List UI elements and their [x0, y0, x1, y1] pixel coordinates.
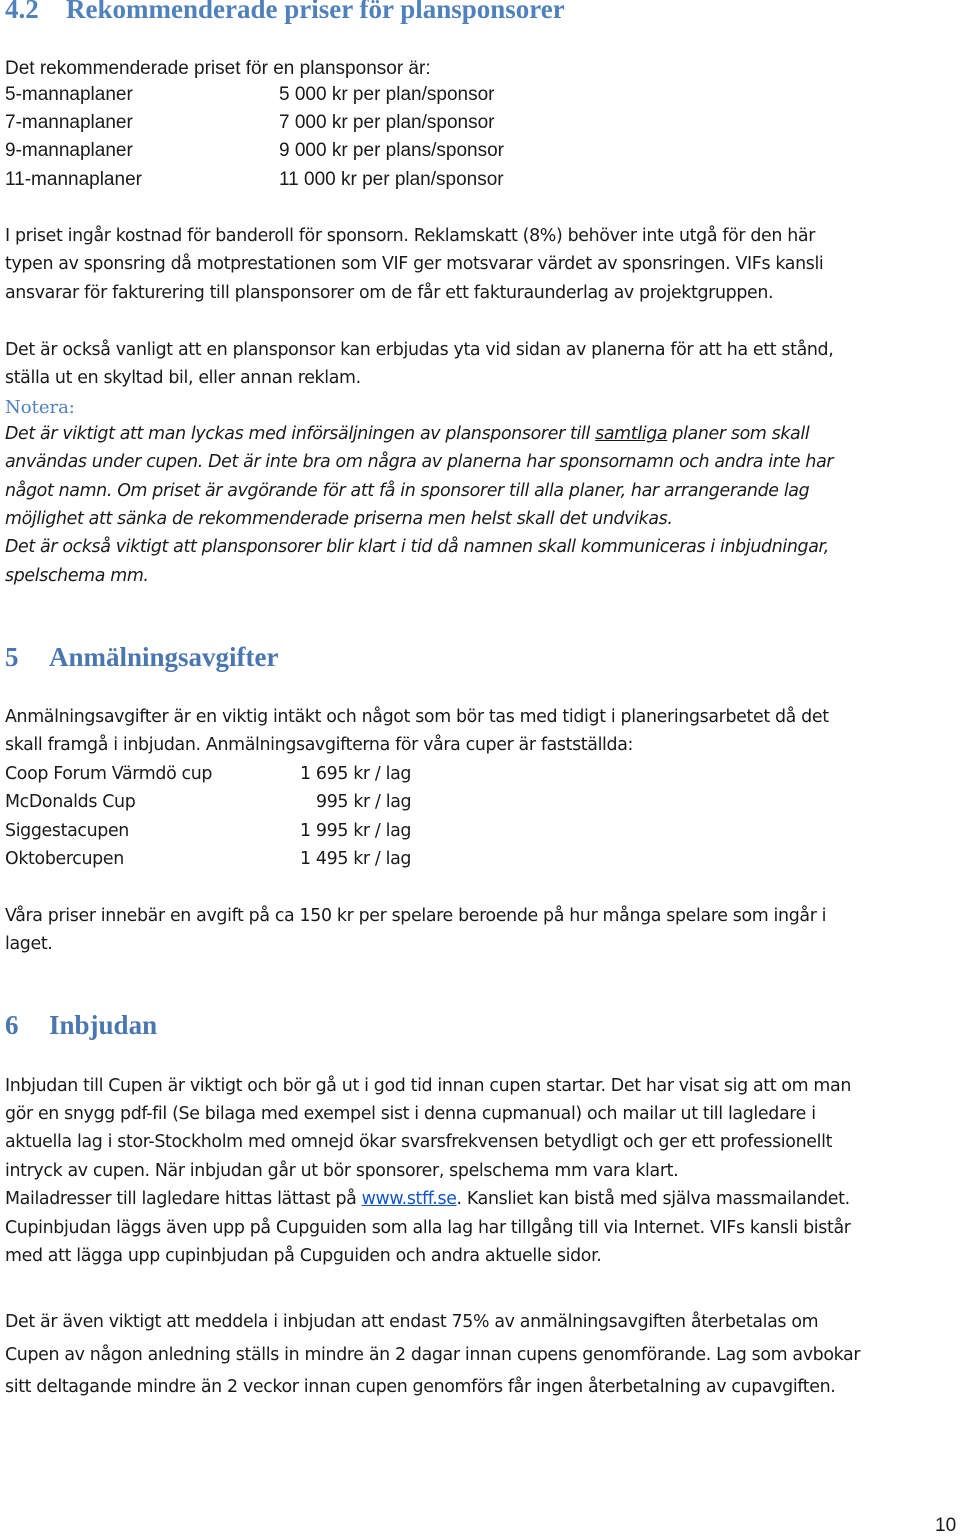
fee-label: Oktobercupen [5, 849, 124, 869]
fee-label: Coop Forum Värmdö cup [5, 764, 213, 784]
stff-link[interactable]: www.stff.se [361, 1189, 457, 1209]
notera-label: Notera: [5, 397, 75, 418]
paragraph-line: Anmälningsavgifter är en viktig intäkt och något som bör tas med tidigt i planeringsarbetet då det [5, 707, 829, 727]
section-6-heading [5, 1010, 157, 1041]
paragraph-line: intryck av cupen. När inbjudan går ut bör sponsorer, spelschema mm vara klart. [5, 1161, 679, 1181]
fee-value: 1 695 kr / lag [300, 764, 412, 784]
paragraph-line: Våra priser innebär en avgift på ca 150 kr per spelare beroende på hur många spelare som ingår i [5, 906, 827, 926]
section-5-heading [5, 642, 279, 673]
mail-text: . Kansliet kan bistå med själva massmailandet. [456, 1189, 850, 1209]
paragraph-line: laget. [5, 934, 53, 954]
paragraph-line: I priset ingår kostnad för banderoll för sponsorn. Reklamskatt (8%) behöver inte utgå för den här [5, 226, 816, 246]
page-number: 10 [935, 1515, 957, 1536]
paragraph-line: med att lägga upp cupinbjudan på Cupguiden och andra aktuelle sidor. [5, 1246, 602, 1266]
notera-text: Det är viktigt att man lyckas med införsäljningen av plansponsorer till [5, 424, 596, 444]
price-intro: Det rekommenderade priset för en plansponsor är: [5, 58, 431, 79]
section-number: 4.2 [5, 0, 39, 24]
mail-text: Mailadresser till lagledare hittas lättast på [5, 1189, 362, 1209]
paragraph-line: ställa ut en skyltad bil, eller annan reklam. [5, 368, 361, 388]
notera-line: användas under cupen. Det är inte bra om några av planerna har sponsornamn och andra inte har [5, 452, 834, 472]
notera-text: planer som skall [667, 424, 810, 444]
price-value: 9 000 kr per plans/sponsor [279, 140, 504, 161]
paragraph-line: Cupinbjudan läggs även upp på Cupguiden som alla lag har tillgång till via Internet. VIFs kansli bistår [5, 1218, 851, 1238]
section-title: Inbjudan [49, 1010, 158, 1040]
notera-line: Det är också viktigt att plansponsorer blir klart i tid då namnen skall kommuniceras i inbjudningar, [5, 537, 829, 557]
notera-line: spelschema mm. [5, 566, 149, 586]
paragraph-line: ansvarar för fakturering till plansponsorer om de får ett fakturaunderlag av projektgruppen. [5, 283, 774, 303]
section-title: Rekommenderade priser för plansponsorer [66, 0, 565, 24]
fee-label: Siggestacupen [5, 821, 129, 841]
notera-underlined: samtliga [595, 424, 668, 444]
paragraph-line: typen av sponsring då motprestationen som VIF ger motsvarar värdet av sponsringen. VIFs kansli [5, 254, 824, 274]
price-value: 11 000 kr per plan/sponsor [279, 169, 504, 190]
fee-value: 1 495 kr / lag [300, 849, 412, 869]
notera-line: något namn. Om priset är avgörande för att få in sponsorer till alla planer, har arrangerande lag [5, 481, 810, 501]
section-number: 6 [5, 1010, 19, 1040]
price-label: 5-mannaplaner [5, 84, 133, 105]
section-title: Anmälningsavgifter [49, 642, 279, 672]
price-label: 7-mannaplaner [5, 112, 133, 133]
price-label: 11-mannaplaner [5, 169, 142, 190]
notera-line: möjlighet att sänka de rekommenderade priserna men helst skall det undvikas. [5, 509, 673, 529]
paragraph-line: Det är också vanligt att en plansponsor kan erbjudas yta vid sidan av planerna för att ha ett stånd, [5, 340, 834, 360]
paragraph-line: Inbjudan till Cupen är viktigt och bör gå ut i god tid innan cupen startar. Det har visat sig att om man [5, 1076, 851, 1096]
paragraph-line: Det är även viktigt att meddela i inbjudan att endast 75% av anmälningsavgiften återbetalas om [5, 1312, 819, 1332]
fee-value: 995 kr / lag [316, 792, 412, 812]
section-4-2-heading [5, 0, 565, 25]
fee-label: McDonalds Cup [5, 792, 136, 812]
paragraph-line: gör en snygg pdf-fil (Se bilaga med exempel sist i denna cupmanual) och mailar ut till lagledare i [5, 1104, 816, 1124]
paragraph-line: aktuella lag i stor-Stockholm med omnejd ökar svarsfrekvensen betydligt och ger ett professionellt [5, 1132, 833, 1152]
notera-line [5, 424, 809, 444]
mail-line [5, 1189, 850, 1209]
paragraph-line: Cupen av någon anledning ställs in mindre än 2 dagar innan cupens genomförande. Lag som avbokar [5, 1345, 861, 1365]
price-label: 9-mannaplaner [5, 140, 133, 161]
paragraph-line: skall framgå i inbjudan. Anmälningsavgifterna för våra cuper är fastställda: [5, 735, 634, 755]
paragraph-line: sitt deltagande mindre än 2 veckor innan cupen genomförs får ingen återbetalning av cupavgiften. [5, 1377, 836, 1397]
price-value: 5 000 kr per plan/sponsor [279, 84, 495, 105]
price-value: 7 000 kr per plan/sponsor [279, 112, 495, 133]
section-number: 5 [5, 642, 19, 672]
fee-value: 1 995 kr / lag [300, 821, 412, 841]
